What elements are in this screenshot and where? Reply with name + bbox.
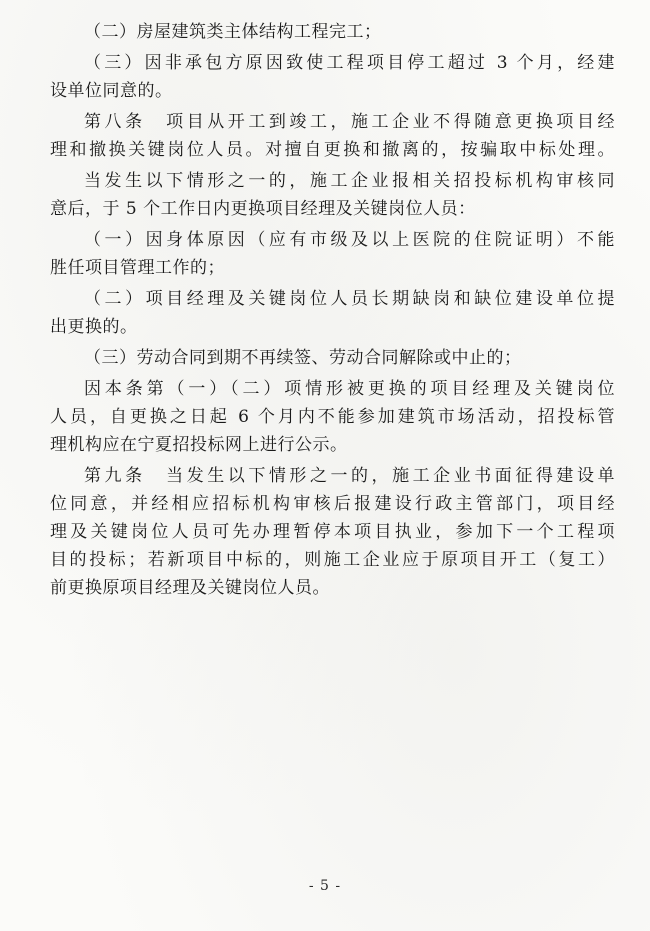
text-line: 出更换的。 bbox=[50, 317, 138, 337]
text-line: 意后，于 5 个工作日内更换项目经理及关键岗位人员： bbox=[50, 199, 476, 219]
text-line: 第九条 当发生以下情形之一的，施工企业书面征得建设单 bbox=[84, 466, 615, 486]
text-line: 人员，自更换之日起 6 个月内不能参加建筑市场活动，招投标管 bbox=[50, 407, 615, 427]
document-body bbox=[50, 18, 615, 602]
text-line: 胜任项目管理工作的； bbox=[50, 258, 225, 278]
text-line: 位同意，并经相应招标机构审核后报建设行政主管部门，项目经 bbox=[50, 494, 615, 514]
text-line: （三）因非承包方原因致使工程项目停工超过 3 个月，经建 bbox=[84, 53, 615, 73]
text-line: 理机构应在宁夏招投标网上进行公示。 bbox=[50, 435, 348, 455]
text-line: （三）劳动合同到期不再续签、劳动合同解除或中止的； bbox=[84, 348, 522, 368]
text-line: （二）项目经理及关键岗位人员长期缺岗和缺位建设单位提 bbox=[84, 289, 615, 309]
text-line: （二）房屋建筑类主体结构工程完工； bbox=[84, 22, 382, 42]
text-line: 理和撤换关键岗位人员。对擅自更换和撤离的，按骗取中标处理。 bbox=[50, 140, 615, 160]
text-line: （一）因身体原因（应有市级及以上医院的住院证明）不能 bbox=[84, 230, 615, 250]
text-line: 设单位同意的。 bbox=[50, 81, 173, 101]
text-line: 目的投标；若新项目中标的，则施工企业应于原项目开工（复工） bbox=[50, 550, 615, 570]
text-line: 第八条 项目从开工到竣工，施工企业不得随意更换项目经 bbox=[84, 112, 615, 132]
page-number: - 5 - bbox=[308, 878, 342, 894]
text-line: 理及关键岗位人员可先办理暂停本项目执业，参加下一个工程项 bbox=[50, 522, 615, 542]
text-line: 当发生以下情形之一的，施工企业报相关招投标机构审核同 bbox=[84, 171, 615, 191]
text-line: 因本条第（一）（二）项情形被更换的项目经理及关键岗位 bbox=[84, 379, 615, 399]
text-line: 前更换原项目经理及关键岗位人员。 bbox=[50, 578, 330, 598]
